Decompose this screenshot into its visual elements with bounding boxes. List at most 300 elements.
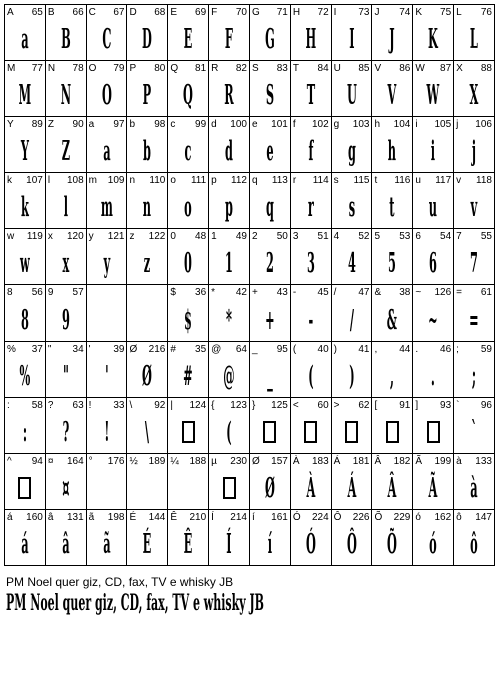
- glyph-cell: [372, 342, 413, 398]
- glyph-code-label: 112: [231, 175, 247, 187]
- glyph-code-label: 39: [113, 343, 125, 355]
- glyph-code-label: 114: [312, 175, 329, 187]
- glyph-cell: [413, 229, 454, 285]
- missing-glyph-box: [413, 414, 453, 451]
- glyph-cell: [291, 117, 332, 173]
- glyph-preview: F: [225, 24, 234, 56]
- glyph-cell: [454, 398, 495, 454]
- glyph-code-label: 65: [31, 7, 43, 18]
- glyph-cell: [5, 454, 46, 510]
- glyph-preview: :: [22, 416, 28, 448]
- glyph-preview: N: [60, 80, 71, 112]
- glyph-char-label: \: [129, 399, 133, 411]
- glyph-preview: É: [143, 528, 152, 560]
- glyph-code-label: 181: [352, 455, 370, 467]
- glyph-code-label: 101: [271, 119, 288, 131]
- glyph-cell: [168, 117, 209, 173]
- glyph-cell: [413, 398, 454, 454]
- glyph-code-label: 68: [154, 7, 166, 18]
- glyph-char-label: [: [374, 399, 378, 411]
- glyph-code-label: 214: [230, 511, 247, 523]
- glyph-cell: [332, 342, 373, 398]
- glyph-code-label: 161: [271, 511, 288, 523]
- glyph-code-label: 40: [317, 343, 329, 355]
- glyph-preview: ?: [62, 416, 70, 448]
- glyph-preview: h: [388, 136, 397, 168]
- glyph-char-label: r: [292, 175, 297, 187]
- glyph-code-label: 189: [148, 455, 166, 467]
- glyph-cell: [372, 173, 413, 229]
- glyph-char-label: B: [47, 7, 55, 18]
- glyph-preview: !: [104, 416, 110, 448]
- glyph-char-label: Q: [170, 63, 179, 75]
- glyph-preview: L: [470, 24, 479, 56]
- glyph-cell: [413, 173, 454, 229]
- glyph-preview: b: [143, 136, 152, 168]
- glyph-char-label: 1: [211, 231, 217, 243]
- glyph-preview: ~: [428, 304, 438, 336]
- glyph-cell: [454, 454, 495, 510]
- glyph-char-label: á: [7, 511, 13, 523]
- glyph-char-label: N: [47, 63, 56, 75]
- glyph-cell: [127, 398, 168, 454]
- glyph-cell: [209, 398, 250, 454]
- missing-glyph-box: [372, 414, 412, 451]
- glyph-char-label: â: [47, 511, 54, 523]
- glyph-code-label: 107: [26, 175, 43, 187]
- glyph-char-label: q: [251, 175, 258, 187]
- glyph-cell: [127, 510, 168, 566]
- glyph-char-label: >: [333, 399, 340, 411]
- glyph-code-label: 52: [358, 231, 370, 243]
- glyph-cell: [332, 117, 373, 173]
- glyph-char-label: b: [129, 119, 136, 131]
- glyph-char-label: g: [333, 119, 340, 131]
- glyph-cell: [372, 117, 413, 173]
- glyph-cell: [454, 173, 495, 229]
- glyph-char-label: |: [170, 399, 173, 411]
- glyph-char-label: G: [251, 7, 260, 18]
- glyph-preview: +: [265, 304, 275, 336]
- glyph-code-label: 108: [66, 175, 84, 187]
- glyph-preview: ": [62, 360, 69, 392]
- glyph-preview: U: [346, 80, 357, 112]
- glyph-code-label: 103: [352, 119, 370, 131]
- glyph-preview: v: [470, 192, 478, 224]
- glyph-code-label: 119: [26, 231, 43, 243]
- glyph-char-label: u: [415, 175, 421, 187]
- glyph-preview: Ø: [264, 472, 275, 504]
- glyph-cell: [87, 454, 128, 510]
- glyph-cell: [46, 61, 87, 117]
- glyph-code-label: 176: [107, 455, 125, 467]
- glyph-cell: [5, 61, 46, 117]
- glyph-preview: C: [102, 24, 112, 56]
- glyph-char-label: ó: [415, 511, 421, 523]
- glyph-code-label: 199: [434, 455, 452, 467]
- glyph-code-label: 126: [434, 287, 452, 299]
- glyph-cell: [5, 510, 46, 566]
- glyph-code-label: 48: [195, 231, 207, 243]
- glyph-preview: &: [387, 304, 398, 336]
- glyph-char-label: _: [251, 343, 258, 355]
- glyph-code-label: 37: [31, 343, 43, 355]
- glyph-preview: M: [18, 80, 32, 112]
- glyph-char-label: C: [88, 7, 96, 18]
- glyph-char-label: X: [456, 63, 463, 75]
- glyph-cell: [250, 229, 291, 285]
- glyph-code-label: 36: [195, 287, 207, 299]
- glyph-cell: [454, 229, 495, 285]
- glyph-cell: [291, 454, 332, 510]
- glyph-code-label: 93: [440, 399, 452, 411]
- glyph-preview: [98, 301, 115, 338]
- glyph-char-label: i: [415, 119, 418, 131]
- glyph-code-label: 92: [154, 399, 166, 411]
- glyph-cell: [127, 5, 168, 61]
- glyph-cell: [87, 342, 128, 398]
- glyph-cell: [332, 173, 373, 229]
- glyph-preview: á: [21, 528, 29, 560]
- glyph-code-label: 76: [480, 7, 492, 18]
- glyph-char-label: #: [170, 343, 176, 355]
- glyph-code-label: 77: [31, 63, 43, 75]
- glyph-char-label: µ: [211, 455, 217, 467]
- glyph-preview: `: [471, 416, 477, 448]
- glyph-char-label: S: [251, 63, 259, 75]
- glyph-code-label: 70: [235, 7, 247, 18]
- glyph-cell: [291, 61, 332, 117]
- glyph-cell: [332, 61, 373, 117]
- glyph-code-label: 198: [107, 511, 125, 523]
- glyph-cell: [372, 398, 413, 454]
- glyph-preview: c: [184, 136, 192, 168]
- glyph-preview: t: [389, 192, 396, 224]
- glyph-cell: [46, 173, 87, 229]
- glyph-cell: [46, 229, 87, 285]
- glyph-code-label: 121: [107, 231, 125, 243]
- glyph-char-label: 4: [333, 231, 340, 243]
- glyph-char-label: f: [292, 119, 296, 131]
- glyph-char-label: Ê: [170, 511, 177, 523]
- glyph-cell: [46, 454, 87, 510]
- glyph-preview: e: [266, 136, 274, 168]
- glyph-cell: [291, 285, 332, 341]
- glyph-char-label: 3: [292, 231, 299, 243]
- glyph-code-label: 89: [31, 119, 43, 131]
- glyph-preview: ': [104, 360, 109, 392]
- missing-glyph-box: [291, 414, 331, 451]
- glyph-cell: [291, 398, 332, 454]
- glyph-char-label: ': [88, 343, 91, 355]
- glyph-char-label: :: [7, 399, 10, 411]
- glyph-preview: H: [305, 24, 317, 56]
- glyph-preview: S: [265, 80, 275, 112]
- glyph-cell: [5, 285, 46, 341]
- glyph-char-label: W: [415, 63, 425, 75]
- glyph-code-label: 71: [276, 7, 288, 18]
- glyph-cell: [454, 5, 495, 61]
- glyph-preview: u: [429, 192, 438, 224]
- glyph-code-label: 117: [435, 175, 452, 187]
- glyph-cell: [413, 117, 454, 173]
- glyph-cell: [372, 229, 413, 285]
- glyph-cell: [209, 173, 250, 229]
- glyph-preview: Õ: [387, 528, 398, 560]
- glyph-code-label: 58: [31, 399, 43, 411]
- glyph-preview: Q: [183, 80, 194, 112]
- glyph-code-label: 82: [235, 63, 247, 75]
- glyph-code-label: 75: [440, 7, 452, 18]
- glyph-code-label: 41: [358, 343, 370, 355]
- glyph-code-label: 55: [480, 231, 492, 243]
- glyph-preview: 6: [429, 248, 438, 280]
- glyph-preview: 0: [184, 248, 193, 280]
- glyph-char-label: 0: [170, 231, 176, 243]
- glyph-char-label: Õ: [374, 511, 383, 523]
- glyph-char-label: ô: [456, 511, 462, 523]
- glyph-char-label: n: [129, 175, 136, 187]
- glyph-preview: q: [265, 192, 274, 224]
- glyph-code-label: 67: [113, 7, 125, 18]
- glyph-preview: .: [431, 360, 436, 392]
- glyph-code-label: 125: [271, 399, 288, 411]
- glyph-code-label: 66: [72, 7, 84, 18]
- glyph-preview: \: [145, 416, 150, 448]
- glyph-code-label: 44: [399, 343, 411, 355]
- glyph-char-label: Ã: [415, 455, 422, 467]
- glyph-cell: [127, 454, 168, 510]
- glyph-code-label: 54: [440, 231, 452, 243]
- glyph-cell: [372, 454, 413, 510]
- glyph-preview: B: [60, 24, 71, 56]
- glyph-cell: [413, 285, 454, 341]
- sample-text-font-preview: PM Noel quer giz, CD, fax, TV e whisky JB: [6, 590, 264, 616]
- glyph-char-label: í: [251, 511, 255, 523]
- glyph-preview: ,: [390, 360, 395, 392]
- glyph-preview: X: [469, 80, 479, 112]
- glyph-cell: [454, 285, 495, 341]
- glyph-char-label: Y: [7, 119, 14, 131]
- glyph-char-label: (: [292, 343, 297, 355]
- glyph-cell: [209, 61, 250, 117]
- glyph-cell: [46, 117, 87, 173]
- glyph-code-label: 224: [311, 511, 329, 523]
- glyph-char-label: s: [333, 175, 339, 187]
- glyph-cell: [209, 510, 250, 566]
- glyph-code-label: 105: [434, 119, 452, 131]
- glyph-code-label: 133: [475, 455, 492, 467]
- glyph-preview: %: [19, 360, 31, 392]
- glyph-char-label: =: [456, 287, 462, 299]
- glyph-char-label: !: [88, 399, 92, 411]
- glyph-code-label: 43: [276, 287, 288, 299]
- glyph-cell: [168, 229, 209, 285]
- glyph-preview: K: [428, 24, 439, 56]
- glyph-cell: [250, 5, 291, 61]
- glyph-code-label: 42: [235, 287, 247, 299]
- glyph-char-label: ): [333, 343, 337, 355]
- character-map-grid: [4, 4, 495, 566]
- glyph-code-label: 56: [31, 287, 43, 299]
- glyph-code-label: 57: [72, 287, 84, 299]
- glyph-preview: a: [102, 136, 111, 168]
- glyph-code-label: 230: [230, 455, 247, 467]
- glyph-code-label: 118: [476, 175, 492, 187]
- glyph-preview: 4: [347, 248, 356, 280]
- glyph-cell: [332, 510, 373, 566]
- glyph-char-label: J: [374, 7, 380, 18]
- glyph-cell: [87, 510, 128, 566]
- glyph-preview: d: [225, 136, 234, 168]
- glyph-char-label: w: [7, 231, 15, 243]
- glyph-cell: [250, 173, 291, 229]
- glyph-preview: 1: [225, 248, 234, 280]
- glyph-code-label: 46: [440, 343, 452, 355]
- glyph-cell: [291, 173, 332, 229]
- glyph-char-label: a: [88, 119, 95, 131]
- glyph-cell: [372, 510, 413, 566]
- glyph-cell: [127, 61, 168, 117]
- glyph-preview: ;: [471, 360, 477, 392]
- glyph-code-label: 64: [235, 343, 247, 355]
- glyph-code-label: 53: [399, 231, 411, 243]
- glyph-code-label: 61: [480, 287, 492, 299]
- glyph-cell: [250, 61, 291, 117]
- glyph-preview: ¤: [62, 472, 70, 504]
- glyph-preview: w: [20, 248, 30, 280]
- missing-glyph-box: [5, 470, 45, 507]
- glyph-code-label: 59: [480, 343, 492, 355]
- glyph-cell: [127, 285, 168, 341]
- glyph-cell: [291, 510, 332, 566]
- glyph-char-label: Á: [333, 455, 341, 467]
- glyph-cell: [454, 117, 495, 173]
- glyph-preview: x: [62, 248, 70, 280]
- glyph-preview: 7: [470, 248, 479, 280]
- glyph-char-label: ~: [415, 287, 422, 299]
- glyph-char-label: Ó: [292, 511, 301, 523]
- glyph-cell: [332, 398, 373, 454]
- missing-glyph-box: [168, 414, 208, 451]
- glyph-code-label: 97: [113, 119, 125, 131]
- glyph-preview: g: [347, 136, 356, 168]
- glyph-preview: [139, 470, 156, 507]
- glyph-preview: ó: [429, 528, 438, 560]
- glyph-char-label: L: [456, 7, 462, 18]
- glyph-char-label: h: [374, 119, 381, 131]
- glyph-code-label: 90: [72, 119, 84, 131]
- glyph-cell: [250, 285, 291, 341]
- glyph-cell: [5, 229, 46, 285]
- glyph-preview: T: [306, 80, 315, 112]
- glyph-char-label: ?: [47, 399, 54, 411]
- glyph-char-label: m: [88, 175, 97, 187]
- glyph-preview: n: [143, 192, 152, 224]
- glyph-code-label: 106: [475, 119, 492, 131]
- glyph-cell: [332, 454, 373, 510]
- glyph-char-label: x: [47, 231, 53, 243]
- glyph-preview: r: [307, 192, 314, 224]
- glyph-cell: [372, 5, 413, 61]
- glyph-cell: [46, 285, 87, 341]
- glyph-code-label: 63: [72, 399, 84, 411]
- glyph-code-label: 60: [317, 399, 329, 411]
- glyph-char-label: 2: [251, 231, 258, 243]
- glyph-preview: k: [20, 192, 29, 224]
- glyph-preview: #: [183, 360, 193, 392]
- glyph-cell: [127, 117, 168, 173]
- glyph-char-label: Ô: [333, 511, 342, 523]
- glyph-preview: V: [388, 80, 397, 112]
- glyph-cell: [46, 398, 87, 454]
- glyph-preview: D: [142, 24, 153, 56]
- glyph-char-label: ¤: [47, 455, 54, 467]
- glyph-code-label: 34: [72, 343, 84, 355]
- glyph-cell: [46, 342, 87, 398]
- glyph-cell: [250, 398, 291, 454]
- glyph-char-label: ,: [374, 343, 378, 355]
- glyph-char-label: ^: [7, 455, 12, 467]
- glyph-cell: [250, 454, 291, 510]
- glyph-preview: (: [226, 416, 232, 448]
- glyph-code-label: 51: [317, 231, 329, 243]
- glyph-code-label: 164: [66, 455, 84, 467]
- glyph-cell: [5, 5, 46, 61]
- glyph-char-label: @: [211, 343, 222, 355]
- glyph-char-label: p: [211, 175, 217, 187]
- glyph-preview: J: [389, 24, 396, 56]
- glyph-code-label: 78: [72, 63, 84, 75]
- sample-text-plain: PM Noel quer giz, CD, fax, TV e whisky JB: [6, 575, 234, 589]
- glyph-preview: W: [426, 80, 440, 112]
- glyph-preview: O: [101, 80, 112, 112]
- glyph-code-label: 35: [195, 343, 207, 355]
- glyph-code-label: 183: [311, 455, 329, 467]
- glyph-code-label: 116: [394, 175, 411, 187]
- glyph-code-label: 99: [195, 119, 207, 131]
- glyph-char-label: ½: [129, 455, 138, 467]
- glyph-code-label: 33: [113, 399, 125, 411]
- glyph-char-label: 5: [374, 231, 381, 243]
- glyph-preview: À: [306, 472, 316, 504]
- glyph-cell: [5, 173, 46, 229]
- glyph-cell: [168, 342, 209, 398]
- glyph-preview: 5: [388, 248, 397, 280]
- glyph-preview: ã: [102, 528, 111, 560]
- glyph-preview: R: [224, 80, 234, 112]
- glyph-char-label: ]: [415, 399, 419, 411]
- glyph-char-label: &: [374, 287, 382, 299]
- glyph-cell: [87, 398, 128, 454]
- glyph-char-label: I: [333, 7, 337, 18]
- glyph-cell: [454, 342, 495, 398]
- glyph-cell: [372, 61, 413, 117]
- glyph-preview: í: [267, 528, 273, 560]
- glyph-cell: [250, 342, 291, 398]
- glyph-char-label: ;: [456, 343, 459, 355]
- glyph-preview: ): [348, 360, 355, 392]
- glyph-code-label: 124: [189, 399, 207, 411]
- glyph-cell: [291, 5, 332, 61]
- glyph-cell: [209, 5, 250, 61]
- glyph-char-label: l: [47, 175, 51, 187]
- glyph-cell: [5, 342, 46, 398]
- glyph-char-label: 9: [47, 287, 54, 299]
- glyph-char-label: Â: [374, 455, 382, 467]
- glyph-code-label: 47: [358, 287, 370, 299]
- glyph-char-label: ¼: [170, 455, 179, 467]
